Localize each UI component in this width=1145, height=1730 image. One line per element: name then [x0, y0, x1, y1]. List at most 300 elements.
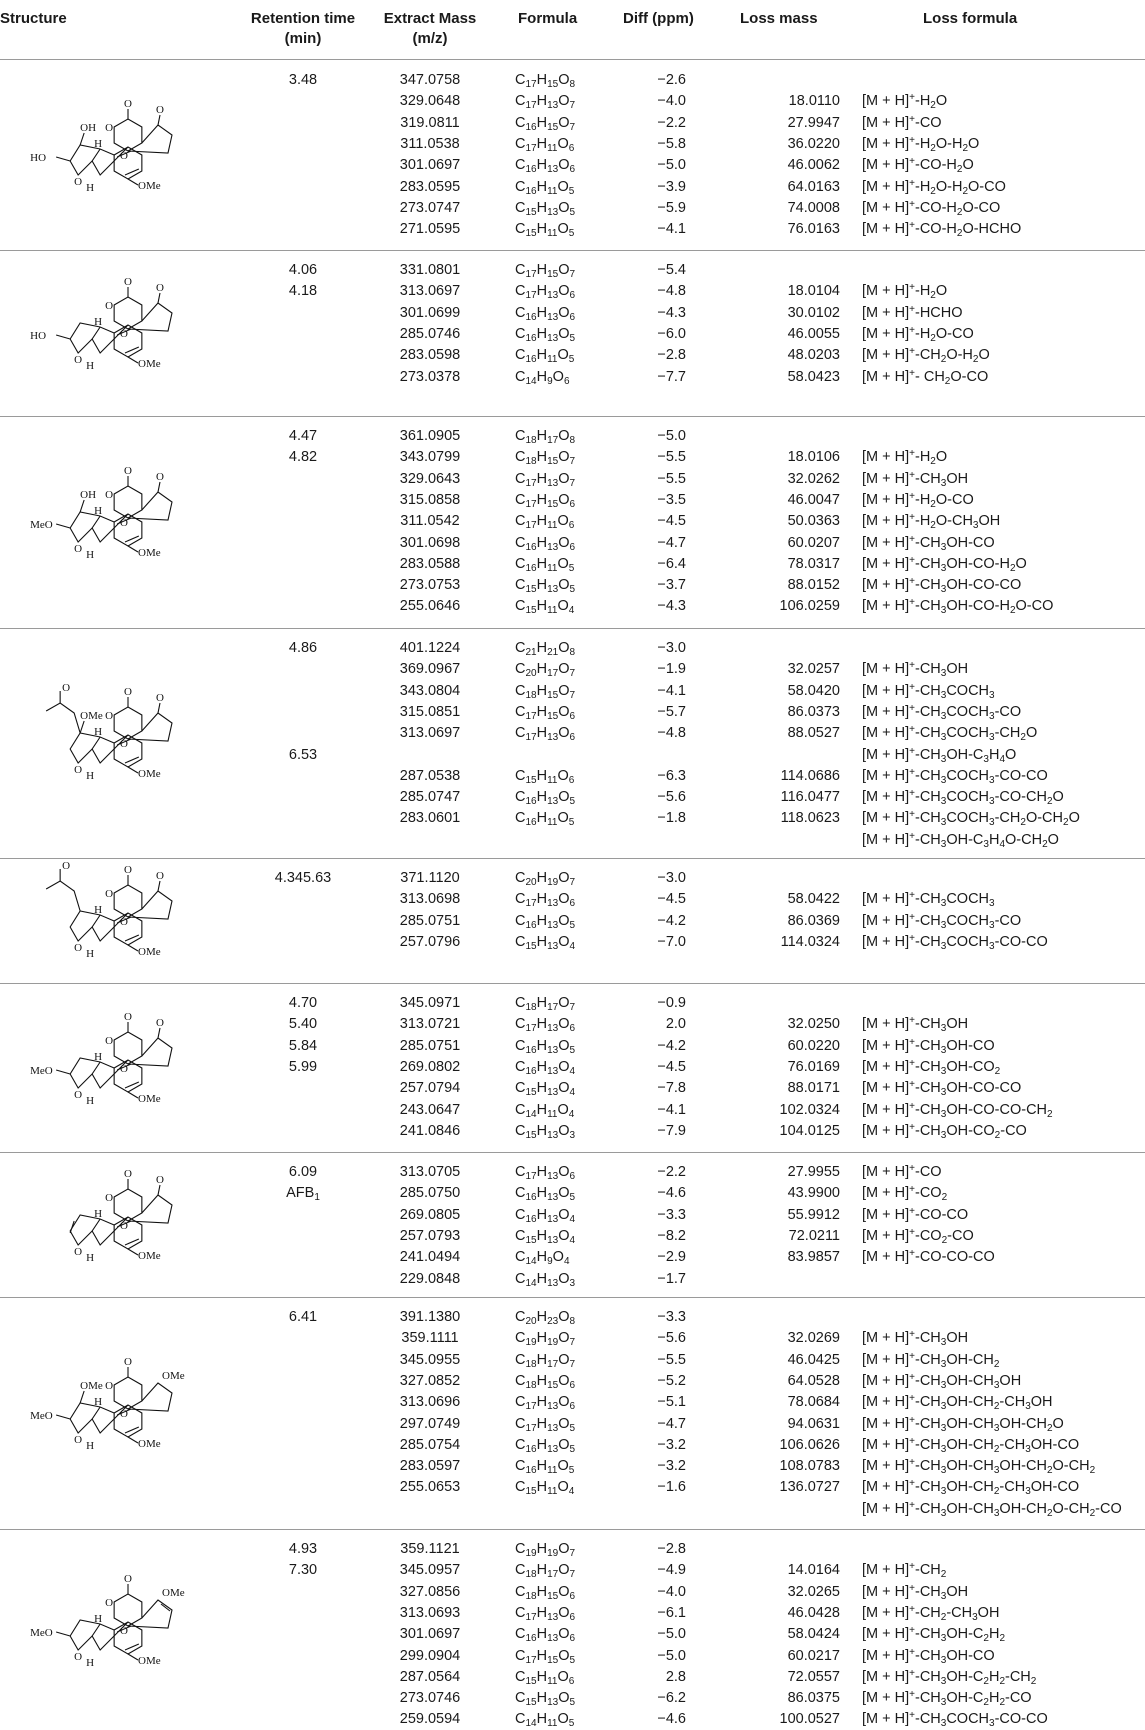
formula-cell: $C_{18}H_{17}O_8$	[515, 428, 576, 446]
loss-mass-cell: 60.0207	[787, 534, 840, 551]
formula-cell: $C_{17}H_{13}O_6$	[515, 1016, 576, 1035]
loss-mass-cell: 88.0171	[787, 1080, 840, 1097]
formula-cell: $C_{17}H_{13}O_6$	[515, 1394, 576, 1413]
formula-cell: $C_{16}H_{15}O_7$	[515, 114, 576, 133]
formula-cell: $C_{17}H_{13}O_7$	[515, 470, 576, 489]
extract-mass-cell: 359.1111	[401, 1330, 459, 1347]
loss-formula-cell: $[M + H]^+-CH_3OH-CO-CO-CH_2$	[862, 1100, 1053, 1120]
formula-cell: $C_{15}H_{11}O_6$	[515, 767, 575, 786]
stereo-h2-label: H	[86, 1440, 95, 1452]
top-substituent-label: OMe	[80, 1380, 103, 1392]
loss-mass-cell: 32.0265	[787, 1583, 840, 1600]
formula-cell: $C_{14}H_9O_4$	[515, 1249, 570, 1268]
extract-mass-cell: 283.0601	[399, 810, 461, 827]
formula-cell: $C_{20}H_{23}O_8$	[515, 1309, 576, 1327]
diff-ppm-cell: −5.7	[657, 703, 686, 720]
formula-cell: $C_{16}H_{13}O_5$	[515, 1185, 576, 1204]
table-row	[0, 533, 1145, 553]
formula-cell: $C_{15}H_{13}O_4$	[515, 933, 576, 952]
formula-cell: $C_{16}H_{13}O_5$	[515, 1436, 576, 1455]
loss-formula-cell: $[M + H]^+-CH_3OH-CO-H_2O$	[862, 554, 1027, 574]
stereo-h2-label: H	[86, 1656, 95, 1669]
left-substituent-label: MeO	[30, 519, 53, 531]
ring-oxygen-label: O	[105, 1191, 114, 1204]
extract-mass-cell: 285.0750	[399, 1185, 461, 1202]
loss-formula-cell: $[M + H]^+-CH_3OH-CO-H_2O-CO$	[862, 597, 1054, 617]
table-row	[0, 1100, 1145, 1120]
extract-mass-cell: 327.0856	[399, 1583, 461, 1600]
formula-cell: $C_{15}H_{13}O_3$	[515, 1122, 576, 1141]
extract-mass-cell: 313.0698	[399, 891, 461, 908]
extract-mass-cell: 345.0955	[399, 1351, 461, 1368]
stereo-h2-label: H	[86, 549, 95, 561]
loss-formula-cell: $[M + H]^+-CH_3COCH_3-CO-CO$	[862, 1710, 1048, 1730]
loss-mass-cell: 32.0250	[787, 1016, 840, 1033]
formula-cell: $C_{18}H_{17}O_7$	[515, 1351, 576, 1370]
top-substituent-label: OH	[80, 122, 97, 134]
loss-formula-cell: $[M + H]^+-CH_3OH-CH_2-CH_3OH-CO$	[862, 1478, 1080, 1498]
table-row	[0, 596, 1145, 616]
table-row	[0, 426, 1145, 446]
loss-formula-cell: $[M + H]^+-CH_3OH$	[862, 1582, 969, 1602]
diff-ppm-cell: −3.3	[657, 1309, 686, 1325]
diff-ppm-cell: −4.8	[657, 283, 686, 300]
loss-formula-cell: $[M + H]^+-CH_3OH-CO_2-CO$	[862, 1121, 1027, 1141]
header-loss-formula: Loss formula	[923, 10, 1018, 27]
retention-time-value: 6.41	[288, 1309, 318, 1325]
extract-mass-cell: 301.0697	[399, 1626, 461, 1643]
formula-cell: $C_{17}H_{15}O_7$	[515, 262, 576, 280]
extract-mass-cell: 313.0697	[399, 283, 461, 300]
table-row	[0, 469, 1145, 489]
diff-ppm-cell: −3.0	[657, 640, 686, 656]
table-row	[0, 1014, 1145, 1034]
group-divider	[0, 1297, 1145, 1298]
loss-mass-cell: 43.9900	[787, 1185, 840, 1202]
header-loss-mass: Loss mass	[740, 10, 818, 27]
table-row	[0, 868, 1145, 888]
formula-cell: $C_{20}H_{17}O_7$	[515, 661, 576, 680]
loss-formula-cell: $[M + H]^+-H_2O-CH_3OH$	[862, 512, 1001, 532]
extract-mass-cell: 329.0648	[399, 93, 461, 110]
furan-oxygen-label: O	[120, 328, 128, 340]
formula-cell: $C_{17}H_{13}O_6$	[515, 891, 576, 910]
table-row	[0, 70, 1145, 90]
methoxy-label: OMe	[138, 1249, 161, 1262]
formula-cell: $C_{19}H_{19}O_7$	[515, 1541, 576, 1559]
table-row	[0, 1456, 1145, 1476]
ketone-oxygen-label: O	[156, 471, 164, 483]
diff-ppm-cell: −1.6	[657, 1479, 686, 1496]
group-divider	[0, 416, 1145, 417]
table-row	[0, 659, 1145, 679]
formula-cell: $C_{17}H_{11}O_6$	[515, 135, 575, 154]
loss-mass-cell: 58.0424	[787, 1626, 840, 1643]
extract-mass-cell: 285.0746	[399, 325, 461, 342]
table-row	[0, 1392, 1145, 1412]
table-row	[0, 1307, 1145, 1327]
loss-mass-cell: 86.0369	[787, 912, 840, 929]
diff-ppm-cell: −5.5	[657, 470, 686, 487]
extract-mass-cell: 391.1380	[399, 1309, 461, 1325]
table-row	[0, 1624, 1145, 1644]
loss-formula-cell: $[M + H]^+-CH_2$	[862, 1561, 947, 1581]
diff-ppm-cell: −1.7	[657, 1270, 686, 1287]
loss-formula-cell: $[M + H]^+-CH_3OH$	[862, 1329, 969, 1349]
furan2-oxygen-label: O	[74, 354, 83, 366]
header-retention-time-line1: Retention time	[250, 10, 356, 27]
table-row	[0, 1646, 1145, 1666]
loss-formula-cell: $[M + H]^+-CH_3OH-CO$	[862, 1036, 995, 1056]
loss-mass-cell: 48.0203	[787, 347, 840, 364]
extract-mass-cell: 285.0751	[399, 912, 461, 929]
extract-mass-cell: 343.0799	[399, 449, 461, 466]
right-substituent-label: OMe	[162, 1586, 185, 1599]
diff-ppm-cell: −4.6	[657, 1711, 686, 1728]
table-row	[0, 490, 1145, 510]
diff-ppm-cell: −2.8	[657, 1541, 686, 1557]
furan2-oxygen-label: O	[74, 941, 83, 954]
extract-mass-cell: 287.0538	[399, 767, 461, 784]
formula-cell: $C_{15}H_{13}O_4$	[515, 1227, 576, 1246]
carbonyl-oxygen-label: O	[124, 276, 132, 288]
loss-formula-cell: $[M + H]^+-CO-H_2O$	[862, 156, 974, 176]
ketone-oxygen-label: O	[156, 1016, 164, 1029]
retention-time-value: 4.06	[288, 262, 318, 278]
loss-formula-cell: [M + H]+- $CH_2O-CO$	[862, 367, 989, 387]
extract-mass-cell: 259.0594	[399, 1711, 461, 1728]
methoxy-label: OMe	[138, 1092, 161, 1105]
formula-cell: $C_{18}H_{17}O_7$	[515, 995, 576, 1013]
loss-formula-cell: $[M + H]^+-CH_3OH-CH_2-CH_3OH$	[862, 1393, 1053, 1413]
ring-oxygen-label: O	[105, 1034, 114, 1047]
formula-cell: $C_{19}H_{19}O_7$	[515, 1330, 576, 1349]
formula-cell: $C_{15}H_{13}O_4$	[515, 1080, 576, 1099]
loss-formula-cell: $[M + H]^+-CH_3OH-CO_2$	[862, 1057, 1001, 1077]
loss-mass-cell: 32.0269	[787, 1330, 840, 1347]
furan-oxygen-label: O	[120, 1624, 128, 1637]
top-substituent-label: OH	[80, 489, 97, 501]
loss-formula-cell: $[M + H]^+-CH_3OH-CH_3OH-CH_2O-CH_2$	[862, 1457, 1096, 1477]
table-row	[0, 723, 1145, 743]
extract-mass-cell: 369.0967	[399, 661, 461, 678]
diff-ppm-cell: −5.9	[657, 199, 686, 216]
formula-cell: $C_{15}H_{11}O_5$	[515, 221, 575, 240]
furan2-oxygen-label: O	[74, 764, 83, 776]
loss-formula-cell: [M + H]+-CO-CO	[862, 1205, 969, 1223]
carbonyl-oxygen-label: O	[124, 686, 132, 698]
formula-cell: $C_{14}H_{11}O_5$	[515, 1711, 575, 1730]
table-row	[0, 1539, 1145, 1559]
extract-mass-cell: 257.0796	[399, 933, 461, 950]
header-extract-mass-line2: (m/z)	[412, 30, 448, 47]
group-divider	[0, 858, 1145, 859]
diff-ppm-cell: −4.2	[657, 1037, 686, 1054]
table-row	[0, 1667, 1145, 1687]
formula-cell: $C_{16}H_{11}O_5$	[515, 178, 575, 197]
table-row	[0, 324, 1145, 344]
loss-mass-cell: 14.0164	[787, 1562, 840, 1579]
ketone-oxygen-label: O	[156, 104, 164, 116]
extract-mass-cell: 285.0747	[399, 789, 461, 806]
loss-mass-cell: 94.0631	[787, 1415, 840, 1432]
diff-ppm-cell: −4.6	[657, 1185, 686, 1202]
loss-formula-cell: [M + H]+-CO-CO-CO	[862, 1248, 995, 1266]
furan-oxygen-label: O	[120, 915, 128, 928]
table-row	[0, 911, 1145, 931]
ketone-oxygen-label: O	[156, 692, 164, 704]
table-row	[0, 1078, 1145, 1098]
furan-oxygen-label: O	[120, 150, 128, 162]
furan-oxygen-label: O	[120, 1062, 128, 1075]
table-row	[0, 1226, 1145, 1246]
ketone-oxygen-label: O	[156, 869, 164, 882]
table-row	[0, 1709, 1145, 1729]
loss-formula-cell: $[M + H]^+-CH_3OH-CH_2-CH_3OH-CO$	[862, 1435, 1080, 1455]
group-divider	[0, 983, 1145, 984]
retention-time-value: 4.93	[288, 1541, 318, 1557]
loss-formula-cell: [M + H]+-CO	[862, 113, 942, 131]
methoxy-label: OMe	[138, 547, 161, 559]
loss-mass-cell: 72.0557	[787, 1668, 840, 1685]
table-row	[0, 787, 1145, 807]
retention-time-value: 6.09	[288, 1164, 318, 1180]
group-divider	[0, 628, 1145, 629]
diff-ppm-cell: −2.9	[657, 1249, 686, 1266]
loss-formula-cell: $[M + H]^+-CO-H_2O-CO$	[862, 198, 1001, 218]
loss-formula-cell: $[M + H]^+-CH_3COCH_3-CH_2O-CH_2O$	[862, 809, 1080, 829]
table-row	[0, 1162, 1145, 1182]
diff-ppm-cell: −4.3	[657, 304, 686, 321]
carbonyl-oxygen-label: O	[124, 1167, 132, 1180]
extract-mass-cell: 313.0705	[399, 1164, 461, 1180]
diff-ppm-cell: −7.0	[657, 933, 686, 950]
formula-cell: $C_{17}H_{15}O_6$	[515, 491, 576, 510]
retention-time-value: 4.18	[288, 283, 318, 300]
loss-mass-cell: 74.0008	[787, 199, 840, 216]
formula-cell: $C_{21}H_{21}O_8$	[515, 640, 576, 658]
formula-cell: $C_{18}H_{15}O_6$	[515, 1372, 576, 1391]
group-divider	[0, 1152, 1145, 1153]
retention-time-value: 4.345.63	[274, 870, 332, 886]
furan-oxygen-label: O	[120, 1219, 128, 1232]
loss-mass-cell: 100.0527	[779, 1711, 840, 1728]
formula-cell: $C_{15}H_{13}O_5$	[515, 577, 576, 596]
retention-time-value: 4.70	[288, 995, 318, 1011]
diff-ppm-cell: −7.9	[657, 1122, 686, 1139]
loss-formula-cell: $[M + H]^+-H_2O$	[862, 282, 948, 302]
extract-mass-cell: 313.0697	[399, 725, 461, 742]
extract-mass-cell: 285.0754	[399, 1436, 461, 1453]
stereo-h-label: H	[94, 1396, 103, 1408]
loss-formula-cell: $[M + H]^+-CH_3COCH_3-CO-CO$	[862, 766, 1048, 786]
extract-mass-cell: 271.0595	[399, 221, 461, 238]
loss-formula-cell: $[M + H]^+-CH_3OH-CO$	[862, 533, 995, 553]
loss-formula-cell: $[M + H]^+-CH_3COCH_3-CO$	[862, 911, 1022, 931]
formula-cell: $C_{18}H_{15}O_7$	[515, 449, 576, 468]
formula-cell: $C_{18}H_{17}O_7$	[515, 1562, 576, 1581]
formula-cell: $C_{15}H_{13}O_5$	[515, 1690, 576, 1709]
loss-formula-cell: $[M + H]^+-CH_3OH-CO$	[862, 1646, 995, 1666]
table-row	[0, 554, 1145, 574]
diff-ppm-cell: −4.5	[657, 513, 686, 530]
extract-mass-cell: 313.0721	[399, 1016, 461, 1033]
methoxy-label: OMe	[138, 358, 161, 370]
ketone-oxygen-label: O	[156, 282, 164, 294]
ring-oxygen-label: O	[105, 1380, 114, 1392]
diff-ppm-cell: −4.0	[657, 1583, 686, 1600]
carbonyl-oxygen-label: O	[124, 1572, 132, 1585]
diff-ppm-cell: −3.2	[657, 1458, 686, 1475]
table-row	[0, 830, 1145, 850]
diff-ppm-cell: 2.8	[665, 1668, 686, 1685]
diff-ppm-cell: −3.5	[657, 491, 686, 508]
table-row	[0, 281, 1145, 301]
furan-oxygen-label: O	[120, 1408, 128, 1420]
loss-mass-cell: 58.0420	[787, 682, 840, 699]
diff-ppm-cell: −2.2	[657, 114, 686, 131]
diff-ppm-cell: −4.7	[657, 534, 686, 551]
acetonyl-oxygen-label: O	[62, 682, 71, 694]
table-row	[0, 1328, 1145, 1348]
diff-ppm-cell: −3.0	[657, 870, 686, 886]
diff-ppm-cell: −4.1	[657, 682, 686, 699]
loss-formula-cell: $[M + H]^+-CH_3OH$	[862, 1015, 969, 1035]
table-row	[0, 1057, 1145, 1077]
stereo-h-label: H	[94, 726, 103, 738]
ketone-oxygen-label: O	[156, 1173, 164, 1186]
carbonyl-oxygen-label: O	[124, 1010, 132, 1023]
left-substituent-label: MeO	[30, 1410, 53, 1422]
extract-mass-cell: 269.0802	[399, 1058, 461, 1075]
loss-mass-cell: 60.0217	[787, 1647, 840, 1664]
stereo-h-label: H	[94, 1050, 103, 1063]
loss-formula-cell: $[M + H]^+-CH_3OH-CO-CO$	[862, 1079, 1022, 1099]
formula-cell: $C_{15}H_{11}O_4$	[515, 1479, 575, 1498]
extract-mass-cell: 345.0971	[399, 995, 461, 1011]
diff-ppm-cell: −5.5	[657, 449, 686, 466]
loss-mass-cell: 88.0152	[787, 577, 840, 594]
extract-mass-cell: 283.0595	[399, 178, 461, 195]
left-substituent-label: HO	[30, 330, 47, 342]
formula-cell: $C_{15}H_{13}O_5$	[515, 199, 576, 218]
acetonyl-oxygen-label: O	[62, 859, 71, 872]
table-row	[0, 511, 1145, 531]
table-row	[0, 993, 1145, 1013]
ring-oxygen-label: O	[105, 1596, 114, 1609]
right-substituent-label: OMe	[162, 1370, 185, 1382]
formula-cell: $C_{16}H_{13}O_6$	[515, 1626, 576, 1645]
diff-ppm-cell: −5.4	[657, 262, 686, 278]
formula-cell: $C_{14}H_{13}O_3$	[515, 1270, 576, 1289]
header-retention-time-line2: (min)	[284, 30, 322, 47]
furan2-oxygen-label: O	[74, 1434, 83, 1446]
methoxy-label: OMe	[138, 180, 161, 192]
formula-cell: $C_{16}H_{13}O_5$	[515, 325, 576, 344]
retention-time-value: 5.40	[288, 1016, 318, 1033]
carbonyl-oxygen-label: O	[124, 98, 132, 110]
loss-formula-cell: $[M + H]^+-H_2O-H_2O$	[862, 134, 980, 154]
table-row	[0, 702, 1145, 722]
extract-mass-cell: 283.0597	[399, 1458, 461, 1475]
table-row	[0, 1205, 1145, 1225]
top-substituent-label: OMe	[80, 710, 103, 722]
loss-mass-cell: 108.0783	[779, 1458, 840, 1475]
loss-mass-cell: 30.0102	[787, 304, 840, 321]
loss-formula-cell: $[M + H]^+-H_2O-H_2O-CO$	[862, 177, 1006, 197]
formula-cell: $C_{16}H_{13}O_6$	[515, 157, 576, 176]
extract-mass-cell: 273.0753	[399, 577, 461, 594]
extract-mass-cell: 327.0852	[399, 1372, 461, 1389]
table-row	[0, 91, 1145, 111]
diff-ppm-cell: −4.1	[657, 1101, 686, 1118]
table-row	[0, 134, 1145, 154]
formula-cell: $C_{16}H_{13}O_6$	[515, 534, 576, 553]
loss-formula-cell: $[M + H]^+-CH_3OH-C_3H_4O$	[862, 745, 1017, 765]
diff-ppm-cell: −4.5	[657, 1058, 686, 1075]
extract-mass-cell: 311.0538	[400, 135, 460, 152]
formula-cell: $C_{20}H_{19}O_7$	[515, 870, 576, 888]
formula-cell: $C_{17}H_{15}O_5$	[515, 1647, 576, 1666]
extract-mass-cell: 371.1120	[400, 870, 460, 886]
extract-mass-cell: 241.0494	[399, 1249, 461, 1266]
diff-ppm-cell: −6.4	[657, 555, 686, 572]
loss-mass-cell: 106.0259	[779, 598, 840, 615]
extract-mass-cell: 273.0747	[399, 199, 461, 216]
table-row	[0, 1560, 1145, 1580]
stereo-h-label: H	[94, 316, 103, 328]
extract-mass-cell: 301.0697	[399, 157, 461, 174]
loss-mass-cell: 78.0317	[787, 555, 840, 572]
loss-formula-cell: $[M + H]^+-H_2O-CO$	[862, 324, 974, 344]
diff-ppm-cell: −5.5	[657, 1351, 686, 1368]
table-row	[0, 1435, 1145, 1455]
table-row	[0, 219, 1145, 239]
table-row	[0, 367, 1145, 387]
diff-ppm-cell: −0.9	[657, 995, 686, 1011]
formula-cell: $C_{17}H_{13}O_7$	[515, 93, 576, 112]
diff-ppm-cell: −6.0	[657, 325, 686, 342]
formula-cell: $C_{17}H_{13}O_6$	[515, 1604, 576, 1623]
extract-mass-cell: 347.0758	[399, 72, 461, 88]
extract-mass-cell: 273.0378	[399, 368, 461, 385]
loss-formula-cell: $[M + H]^+-CH_3COCH_3-CO-CO$	[862, 932, 1048, 952]
loss-formula-cell: $[M + H]^+-H_2O-CO$	[862, 490, 974, 510]
stereo-h-label: H	[94, 505, 103, 517]
diff-ppm-cell: −6.1	[657, 1604, 686, 1621]
left-substituent-label: MeO	[30, 1064, 53, 1077]
stereo-h2-label: H	[86, 947, 95, 960]
loss-mass-cell: 46.0047	[787, 491, 840, 508]
header-extract-mass	[360, 9, 500, 49]
methoxy-label: OMe	[138, 945, 161, 958]
ring-oxygen-label: O	[105, 489, 114, 501]
loss-mass-cell: 27.9955	[787, 1164, 840, 1180]
loss-mass-cell: 18.0106	[787, 449, 840, 466]
table-row	[0, 345, 1145, 365]
diff-ppm-cell: −5.0	[657, 157, 686, 174]
extract-mass-cell: 315.0851	[399, 703, 461, 720]
table-row	[0, 1499, 1145, 1519]
diff-ppm-cell: −4.5	[657, 891, 686, 908]
diff-ppm-cell: −4.2	[657, 912, 686, 929]
extract-mass-cell: 311.0542	[400, 513, 460, 530]
diff-ppm-cell: −2.6	[657, 72, 686, 88]
stereo-h2-label: H	[86, 770, 95, 782]
table-row	[0, 575, 1145, 595]
formula-cell: $C_{16}H_{13}O_4$	[515, 1206, 576, 1225]
methoxy-label: OMe	[138, 1654, 161, 1667]
